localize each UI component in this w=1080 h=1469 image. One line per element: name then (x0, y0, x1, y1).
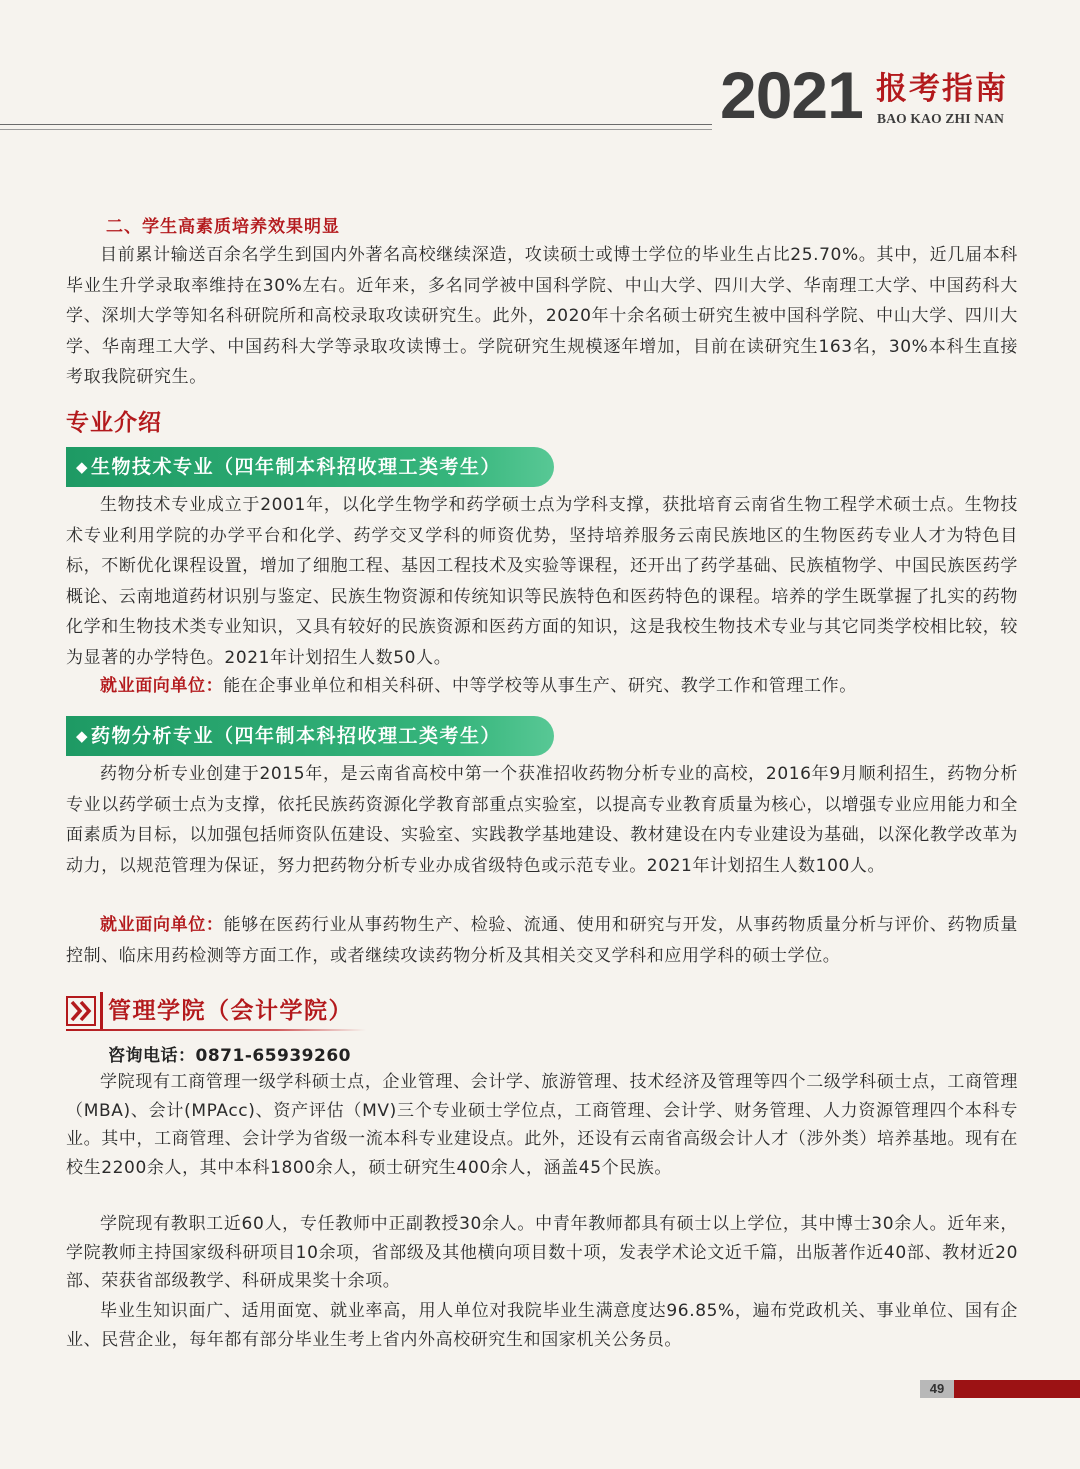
pharma-employment (66, 910, 1018, 971)
pharma-paragraph: 药物分析专业创建于2015年，是云南省高校中第一个获准招收药物分析专业的高校，2016年9月顺利招生，药物分析专业以药学硕士点为支撑，依托民族药资源化学教育部重点实验室，以提高专业教育质量为核心，以增强专业应用能力和全面素质为目标，以加强包括师资队伍建设、实验室、实践教学基地建设、教材建设在内专业建设为基础，以深化教学改革为动力，以规范管理为保证，努力把药物分析专业办成省级特色或示范专业。2021年计划招生人数100人。 (66, 764, 1018, 876)
employment-label: 就业面向单位： (100, 676, 224, 696)
page-number: 49 (929, 1381, 945, 1396)
employment-text: 能够在医药行业从事药物生产、检验、流通、使用和研究与开发，从事药物质量分析与评价、药物质量控制、临床用药检测等方面工作，或者继续攻读药物分析及其相关交叉学科和应用学科的硕士学位。 (66, 915, 1019, 966)
majors-heading: 专业介绍 (66, 410, 162, 436)
header-year: 2021 (720, 58, 863, 132)
footer-bar (954, 1380, 1080, 1398)
school-paragraph-1: 学院现有工商管理一级学科硕士点，企业管理、会计学、旅游管理、技术经济及管理等四个二级学科硕士点，工商管理（MBA)、会计(MPAcc)、资产评估（MV)三个专业硕士学位点，工商管理、会计学、财务管理、人力资源管理四个本科专业。其中，工商管理、会计学为省级一流本科专业建设点。此外，还设有云南省高级会计人才（涉外类）培养基地。现有在校生2200余人，其中本科1800余人，硕士研究生400余人，涵盖45个民族。 (66, 1072, 1018, 1179)
biotech-paragraph: 生物技术专业成立于2001年，以化学生物学和药学硕士点为学科支撑，获批培育云南省生物工程学术硕士点。生物技术专业利用学院的办学平台和化学、药学交叉学科的师资优势，坚持培养服务云南民族地区的生物医药专业人才为特色目标，不断优化课程设置，增加了细胞工程、基因工程技术及实验等课程，还开出了药学基础、民族植物学、中国民族医药学概论、云南地道药材识别与鉴定、民族生物资源和传统知识等民族特色和医药特色的课程。培养的学生既掌握了扎实的药物化学和生物技术类专业知识，又具有较好的民族资源和医药方面的知识，这是我校生物技术专业与其它同类学校相比较，较为显著的办学特色。2021年计划招生人数50人。 (66, 495, 1018, 668)
school-paragraph-3: 毕业生知识面广、适用面宽、就业率高，用人单位对我院毕业生满意度达96.85%，遍布党政机关、事业单位、国有企业、民营企业，每年都有部分毕业生考上省内外高校研究生和国家机关公务员。 (66, 1301, 1018, 1350)
biotech-employment (66, 671, 1018, 702)
biotech-major-bar (66, 447, 554, 487)
header-rule (0, 124, 712, 130)
diamond-icon: ◆ (76, 458, 90, 476)
contact-phone: 咨询电话：0871-65939260 (108, 1046, 351, 1066)
pharma-major-title: 药物分析专业（四年制本科招收理工类考生） (91, 725, 502, 747)
pharma-major-bar (66, 716, 554, 756)
header-title: 报考指南 (876, 71, 1008, 107)
heading-divider (100, 992, 103, 1030)
biotech-major-title: 生物技术专业（四年制本科招收理工类考生） (91, 456, 502, 478)
header-subtitle: BAO KAO ZHI NAN (877, 111, 1005, 126)
section-heading: 二、学生高素质培养效果明显 (106, 217, 340, 237)
section-paragraph: 目前累计输送百余名学生到国内外著名高校继续深造，攻读硕士或博士学位的毕业生占比25.70%。其中，近几届本科毕业生升学录取率维持在30%左右。近年来，多名同学被中国科学院、中山大学、四川大学、华南理工大学、中国药科大学、深圳大学等知名科研院所和高校录取攻读研究生。此外，2020年十余名硕士研究生被中国科学院、中山大学、四川大学、华南理工大学、中国药科大学等录取攻读博士。学院研究生规模逐年增加，目前在读研究生163名，30%本科生直接考取我院研究生。 (66, 245, 1018, 387)
heading-underline (66, 1029, 366, 1031)
employment-label: 就业面向单位： (100, 915, 224, 935)
diamond-icon: ◆ (76, 727, 90, 745)
school-paragraph-2: 学院现有教职工近60人，专任教师中正副教授30余人。中青年教师都具有硕士以上学位，其中博士30余人。近年来，学院教师主持国家级科研项目10余项，省部级及其他横向项目数十项，发表学术论文近千篇，出版著作近40部、教材近20部、荣获省部级教学、科研成果奖十余项。 (66, 1214, 1018, 1292)
double-chevron-icon (66, 996, 96, 1026)
school-title: 管理学院（会计学院） (108, 998, 353, 1024)
employment-text: 能在企事业单位和相关科研、中等学校等从事生产、研究、教学工作和管理工作。 (223, 676, 857, 696)
